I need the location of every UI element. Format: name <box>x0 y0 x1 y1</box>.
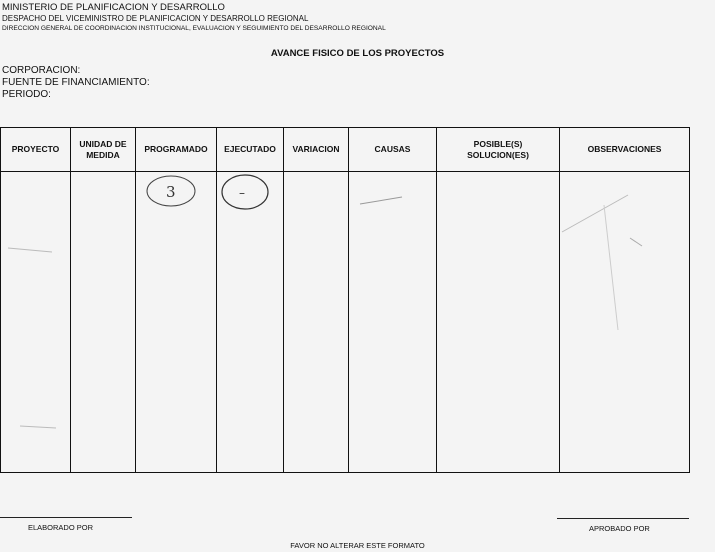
office-name: DESPACHO DEL VICEMINISTRO DE PLANIFICACION Y DESARROLLO REGIONAL <box>2 14 309 23</box>
handwritten-ejecutado-value: – <box>239 186 245 200</box>
column-divider <box>135 128 136 472</box>
col-unidad-medida: UNIDAD DE MEDIDA <box>79 138 127 160</box>
col-observaciones: OBSERVACIONES <box>587 144 662 154</box>
progress-table <box>0 127 690 473</box>
col-posibles-soluciones: POSIBLE(S) SOLUCION(ES) <box>467 138 529 160</box>
ministry-name: MINISTERIO DE PLANIFICACION Y DESARROLLO <box>2 2 225 13</box>
aprobado-por-label: APROBADO POR <box>589 524 650 533</box>
directorate-name: DIRECCION GENERAL DE COORDINACION INSTITUCIONAL, EVALUACION Y SEGUIMIENTO DEL DESARROLLO REGIONAL <box>2 25 386 32</box>
col-proyecto: PROYECTO <box>11 144 60 154</box>
elaborado-por-label: ELABORADO POR <box>28 523 94 532</box>
col-causas: CAUSAS <box>374 144 411 154</box>
column-divider <box>283 128 284 472</box>
signature-line-left <box>0 517 132 518</box>
field-fuente-financiamiento: FUENTE DE FINANCIAMIENTO: <box>2 77 150 88</box>
handwritten-programado-value: 3 <box>166 183 176 201</box>
column-divider <box>436 128 437 472</box>
column-divider <box>216 128 217 472</box>
col-programado: PROGRAMADO <box>144 144 208 154</box>
form-title: AVANCE FISICO DE LOS PROYECTOS <box>270 48 445 59</box>
column-divider <box>348 128 349 472</box>
column-divider <box>559 128 560 472</box>
footer-note: FAVOR NO ALTERAR ESTE FORMATO <box>290 541 425 550</box>
col-ejecutado: EJECUTADO <box>224 144 276 154</box>
header-divider <box>1 171 689 172</box>
field-periodo: PERIODO: <box>2 89 51 100</box>
column-divider <box>70 128 71 472</box>
field-corporacion: CORPORACION: <box>2 65 81 76</box>
col-variacion: VARIACION <box>292 144 340 154</box>
signature-line-right <box>557 518 689 519</box>
